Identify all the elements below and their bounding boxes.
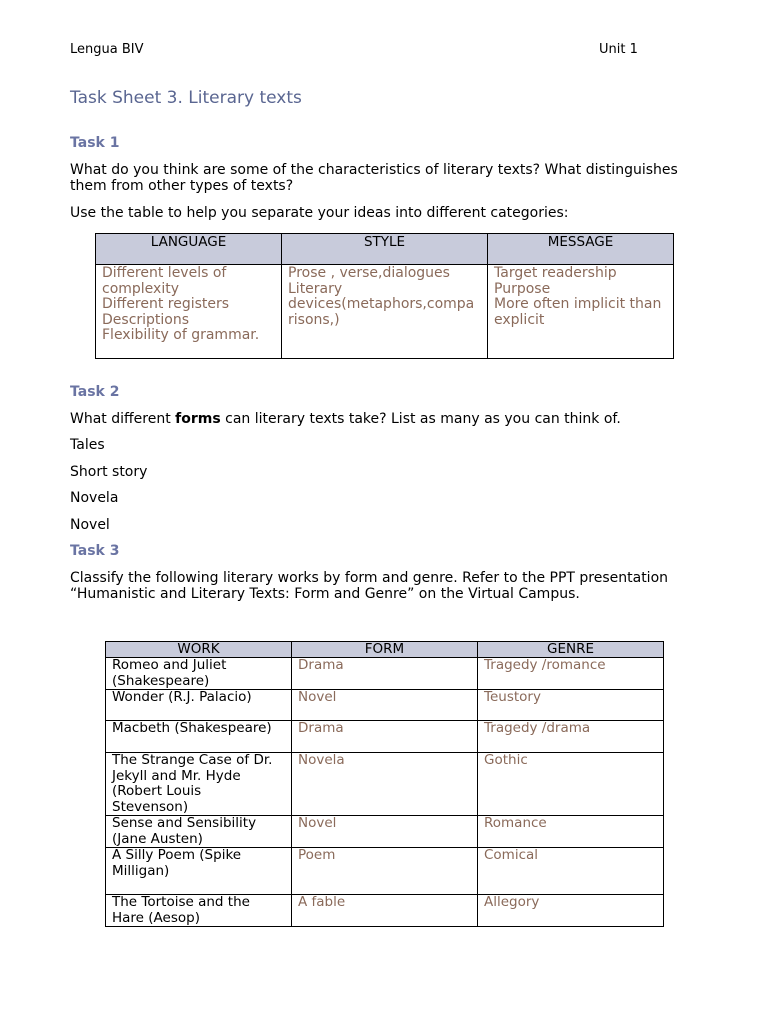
task1-question [70,162,710,194]
answer-line: Different levels of [102,265,227,281]
answer-line: More often implicit than [494,296,662,312]
work-cell [106,690,292,721]
page-title: Task Sheet 3. Literary texts [70,88,302,108]
style-cell[interactable] [282,265,488,359]
work-cell [106,895,292,927]
form-cell[interactable]: Novel [292,690,478,721]
task1-heading: Task 1 [70,135,120,151]
answer-line: risons,) [288,311,340,328]
answer-line: Descriptions [102,311,190,328]
form-cell[interactable]: Novel [292,816,478,848]
genre-cell[interactable]: Tragedy /romance [478,658,664,690]
answer-line: explicit [494,311,545,328]
table-row [106,848,664,895]
col-header-work: WORK [106,642,292,658]
work-cell [106,658,292,690]
task1-question-line: What do you think are some of the characteristics of literary texts? What distinguishes [70,162,678,178]
work-line: Jekyll and Mr. Hyde [112,767,241,784]
col-header-style: STYLE [282,234,488,265]
table-row [106,753,664,816]
task3-instruction-line: “Humanistic and Literary Texts: Form and Genre” on the Virtual Campus. [70,586,580,602]
language-cell[interactable] [96,265,282,359]
categories-table [95,233,674,359]
col-header-form: FORM [292,642,478,658]
form-answer[interactable]: Novel [70,517,110,533]
task2-question-bold: forms [175,411,221,427]
task2-question-end: can literary texts take? List as many as you can think of. [220,411,621,427]
work-line: Wonder (R.J. Palacio) [112,689,252,705]
col-header-language: LANGUAGE [96,234,282,265]
work-line: Romeo and Juliet [112,657,227,673]
form-cell[interactable]: Novela [292,753,478,816]
work-line: (Jane Austen) [112,830,203,847]
task3-heading: Task 3 [70,543,120,559]
form-cell[interactable]: Drama [292,658,478,690]
table-row [106,658,664,690]
answer-line: Different registers [102,296,230,312]
work-line: Hare (Aesop) [112,909,200,926]
task2-question [70,411,710,427]
genre-cell[interactable]: Romance [478,816,664,848]
work-line: The Strange Case of Dr. [112,752,273,768]
work-line: The Tortoise and the [112,894,250,910]
answer-line: Flexibility of grammar. [102,327,260,343]
work-cell [106,721,292,753]
answer-line: complexity [102,280,179,297]
task1-instruction: Use the table to help you separate your ideas into different categories: [70,205,569,221]
table-row [106,895,664,927]
answer-line: Prose , verse,dialogues [288,265,450,281]
genre-cell[interactable]: Teustory [478,690,664,721]
answer-line: Target readership [494,265,617,281]
form-answer[interactable]: Short story [70,464,148,480]
genre-cell[interactable]: Allegory [478,895,664,927]
task2-question-start: What different [70,411,176,427]
table-row [106,816,664,848]
answer-line: Literary [288,280,343,297]
table-row [106,690,664,721]
task3-instruction-line: Classify the following literary works by form and genre. Refer to the PPT presentation [70,570,669,586]
answer-line: Purpose [494,280,551,297]
answer-line: devices(metaphors,compa [288,296,475,312]
work-line: Macbeth (Shakespeare) [112,720,272,736]
work-line: Stevenson) [112,798,189,815]
works-table [105,641,664,927]
work-line: (Shakespeare) [112,672,210,689]
work-line: Milligan) [112,862,170,879]
task3-instruction [70,570,710,602]
genre-cell[interactable]: Gothic [478,753,664,816]
form-answer[interactable]: Novela [70,490,119,506]
header-unit: Unit 1 [599,42,638,57]
form-answer[interactable]: Tales [70,437,105,453]
col-header-message: MESSAGE [488,234,674,265]
form-cell[interactable]: Drama [292,721,478,753]
work-line: (Robert Louis [112,783,202,799]
work-cell [106,848,292,895]
genre-cell[interactable]: Comical [478,848,664,895]
task1-question-line: them from other types of texts? [70,178,294,194]
table-row [106,721,664,753]
message-cell[interactable] [488,265,674,359]
categories-header-row [96,234,674,265]
task2-heading: Task 2 [70,384,120,400]
form-cell[interactable]: Poem [292,848,478,895]
work-line: Sense and Sensibility [112,815,257,831]
col-header-genre: GENRE [478,642,664,658]
categories-answer-row [96,265,674,359]
header-course: Lengua BIV [70,42,144,57]
form-cell[interactable]: A fable [292,895,478,927]
work-cell [106,753,292,816]
genre-cell[interactable]: Tragedy /drama [478,721,664,753]
works-header-row [106,642,664,658]
work-cell [106,816,292,848]
work-line: A Silly Poem (Spike [112,847,242,863]
